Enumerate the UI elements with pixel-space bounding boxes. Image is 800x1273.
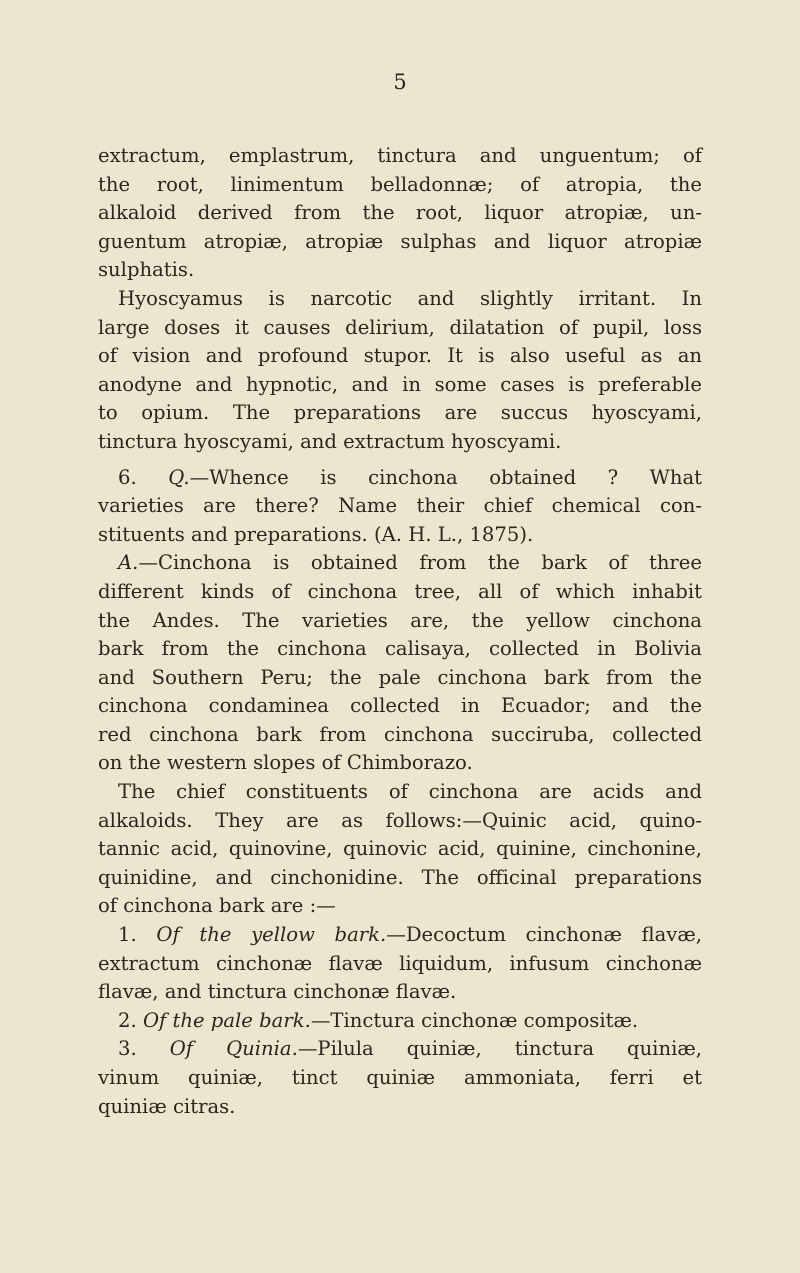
page-number: 5 bbox=[393, 70, 407, 94]
text-line: flavæ, and tinctura cinchonæ flavæ. bbox=[98, 980, 457, 1004]
text-line: quiniæ citras. bbox=[98, 1094, 236, 1118]
answer-text: —Cinchona is obtained from the bark of three bbox=[138, 551, 702, 575]
paragraph-cinchona-constituents bbox=[98, 778, 702, 921]
item-number: 3. bbox=[118, 1037, 137, 1061]
text-line: stituents and preparations. (A. H. L., 1875). bbox=[98, 522, 534, 546]
text-line bbox=[98, 921, 702, 950]
text-line: the root, linimentum belladonnæ; of atropia, the bbox=[98, 172, 702, 196]
text-line: anodyne and hypnotic, and in some cases is preferable bbox=[98, 372, 702, 396]
list-item-yellow-bark bbox=[98, 921, 702, 1007]
text-line: extractum cinchonæ flavæ liquidum, infusum cinchonæ bbox=[98, 951, 702, 975]
item-text: —Tinctura cinchonæ compositæ. bbox=[310, 1008, 639, 1032]
paragraph-gap bbox=[98, 457, 702, 464]
item-title: Of Quinia. bbox=[169, 1037, 298, 1061]
text-line: red cinchona bark from cinchona succiruba, collected bbox=[98, 722, 702, 746]
paragraph-belladonna-preparations bbox=[98, 142, 702, 285]
text-line: Hyoscyamus is narcotic and slightly irritant. In bbox=[118, 286, 702, 310]
list-item-pale-bark bbox=[98, 1007, 702, 1036]
text-line: of vision and profound stupor. It is also useful as an bbox=[98, 344, 702, 368]
answer-label: A. bbox=[118, 551, 139, 575]
text-line: bark from the cinchona calisaya, collected in Bolivia bbox=[98, 637, 702, 661]
item-number: 1. bbox=[118, 923, 137, 947]
text-line: alkaloids. They are as follows:—Quinic acid, quino- bbox=[98, 808, 702, 832]
text-line: different kinds of cinchona tree, all of which inhabit bbox=[98, 579, 702, 603]
text-line: alkaloid derived from the root, liquor atropiæ, un- bbox=[98, 201, 702, 225]
text-line: tinctura hyoscyami, and extractum hyoscyami. bbox=[98, 429, 562, 453]
text-line: of cinchona bark are :— bbox=[98, 894, 336, 918]
text-line bbox=[98, 1035, 702, 1064]
text-line: sulphatis. bbox=[98, 258, 195, 282]
text-line: tannic acid, quinovine, quinovic acid, quinine, cinchonine, bbox=[98, 837, 702, 861]
text-line bbox=[98, 549, 702, 578]
text-line: large doses it causes delirium, dilatation of pupil, loss bbox=[98, 315, 702, 339]
text-line: The chief constituents of cinchona are acids and bbox=[118, 780, 702, 804]
page-body bbox=[98, 142, 702, 1121]
text-line: and Southern Peru; the pale cinchona bark from the bbox=[98, 665, 702, 689]
text-line: to opium. The preparations are succus hyoscyami, bbox=[98, 401, 702, 425]
answer-6 bbox=[98, 549, 702, 778]
item-title: Of the yellow bark. bbox=[156, 923, 387, 947]
text-line bbox=[98, 1007, 702, 1036]
text-line: cinchona condaminea collected in Ecuador; and the bbox=[98, 694, 702, 718]
paragraph-hyoscyamus bbox=[98, 285, 702, 457]
text-line: extractum, emplastrum, tinctura and unguentum; of bbox=[98, 144, 702, 167]
question-label: Q. bbox=[168, 465, 190, 489]
text-line: vinum quiniæ, tinct quiniæ ammoniata, ferri et bbox=[98, 1066, 702, 1089]
question-6 bbox=[98, 464, 702, 550]
text-line: the Andes. The varieties are, the yellow cinchona bbox=[98, 608, 702, 632]
text-line: varieties are there? Name their chief chemical con- bbox=[98, 494, 702, 518]
item-text: —Decoctum cinchonæ flavæ, bbox=[386, 923, 703, 947]
list-item-quinia bbox=[98, 1035, 702, 1121]
text-line: on the western slopes of Chimborazo. bbox=[98, 751, 473, 775]
question-number: 6. bbox=[118, 465, 137, 489]
text-line bbox=[98, 464, 702, 493]
item-title: Of the pale bark. bbox=[142, 1008, 311, 1032]
text-line: quinidine, and cinchonidine. The officinal preparations bbox=[98, 865, 702, 889]
item-number: 2. bbox=[118, 1008, 137, 1032]
text-line: guentum atropiæ, atropiæ sulphas and liquor atropiæ bbox=[98, 229, 702, 253]
item-text: —Pilula quiniæ, tinctura quiniæ, bbox=[297, 1037, 702, 1061]
question-text: —Whence is cinchona obtained ? What bbox=[189, 465, 703, 489]
